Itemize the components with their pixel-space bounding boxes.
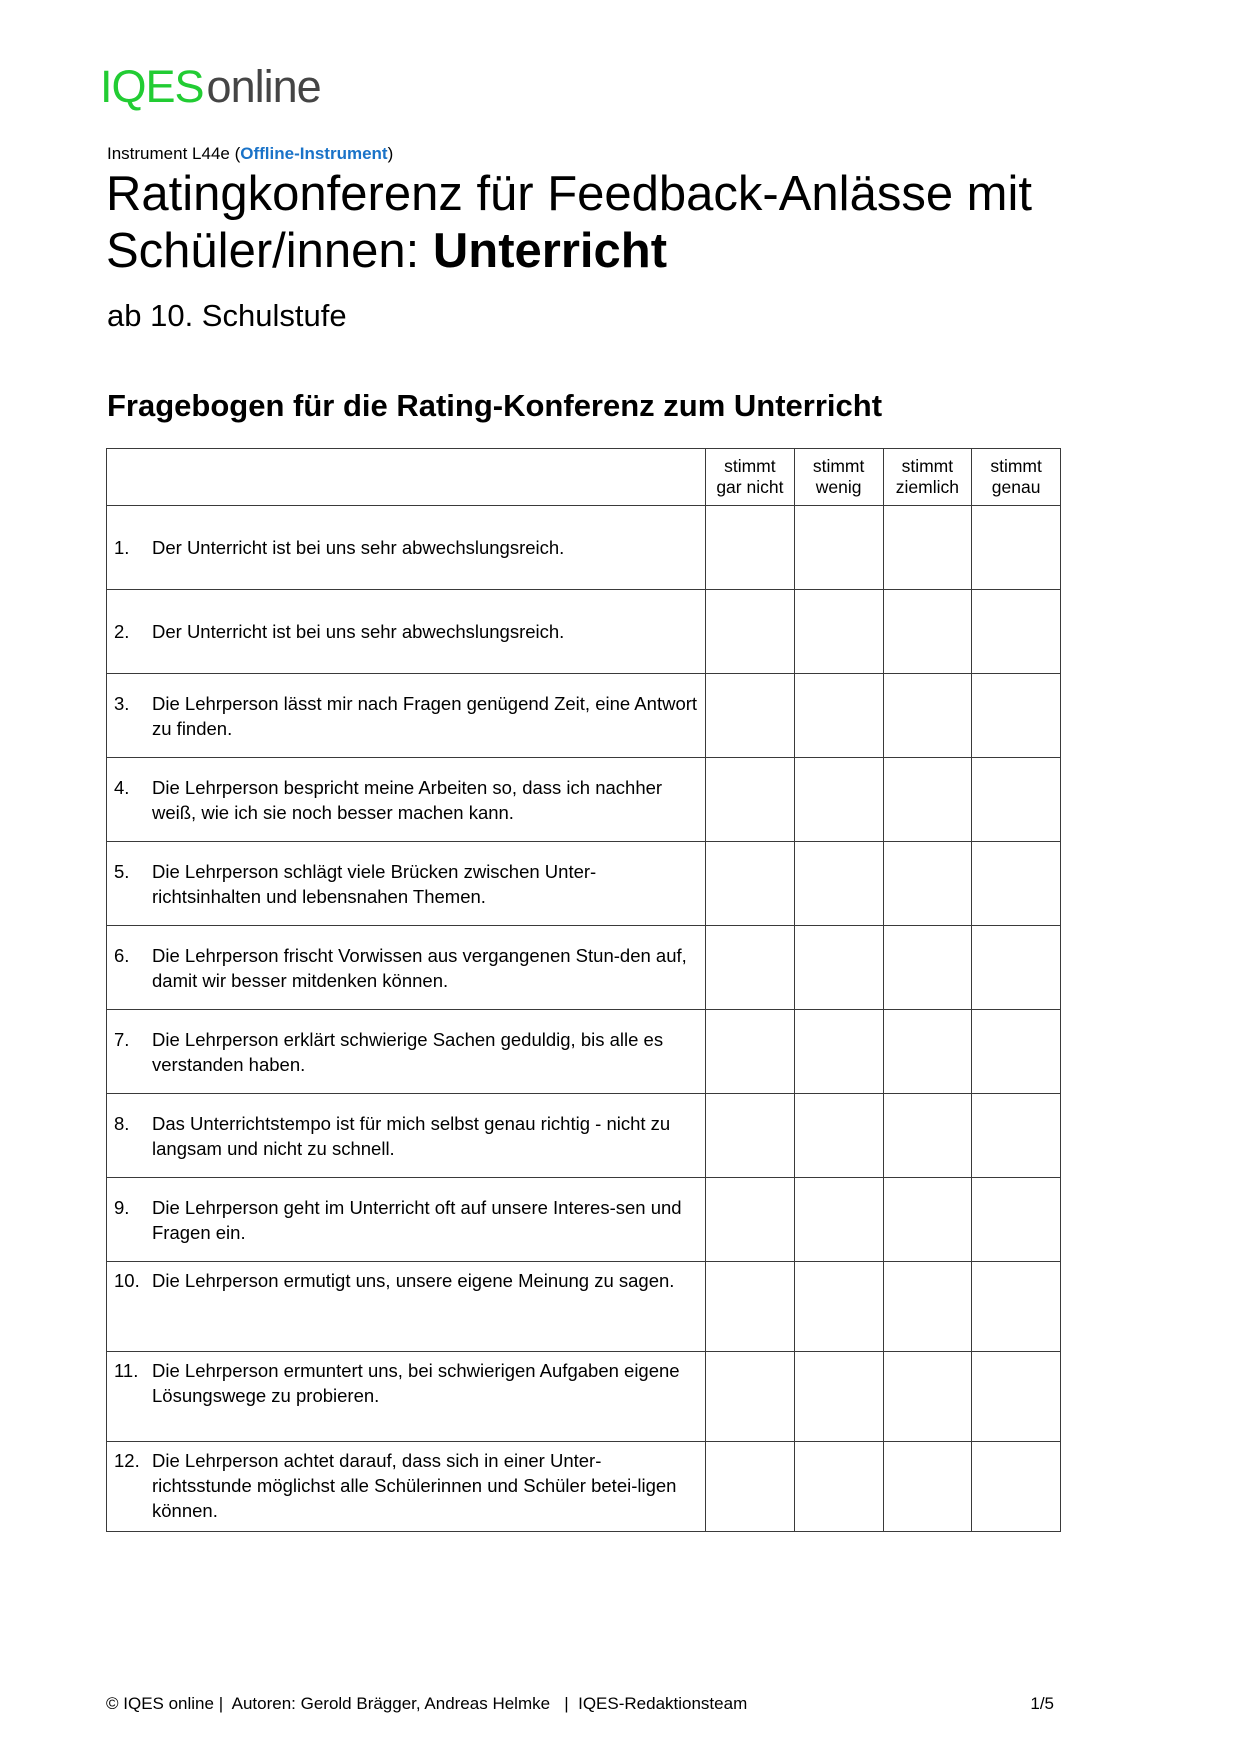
rating-cell-stimmt-gar-nicht[interactable]	[706, 1094, 795, 1178]
item-number: 1.	[114, 537, 130, 558]
rating-cell-stimmt-wenig[interactable]	[794, 1262, 883, 1352]
rating-cell-stimmt-gar-nicht[interactable]	[706, 590, 795, 674]
item-statement	[107, 1268, 705, 1293]
iqes-online-logo	[100, 62, 321, 112]
rating-cell-stimmt-genau[interactable]	[972, 926, 1061, 1010]
item-statement	[107, 1027, 705, 1077]
rating-cell-stimmt-ziemlich[interactable]	[883, 1178, 972, 1262]
item-text: Die Lehrperson bespricht meine Arbeiten so, dass ich nachher weiß, wie ich sie noch besser machen kann.	[152, 776, 663, 823]
page-footer	[106, 1694, 1054, 1714]
item-number: 8.	[114, 1112, 130, 1134]
item-statement	[107, 775, 705, 825]
footer-credits: © IQES online | Autoren: Gerold Brägger, Andreas Helmke | IQES-Redaktionsteam	[106, 1694, 748, 1713]
instrument-suffix: )	[387, 144, 394, 163]
item-number: 7.	[114, 1028, 130, 1050]
item-statement	[107, 943, 705, 993]
item-text: Die Lehrperson erklärt schwierige Sachen geduldig, bis alle es verstanden haben.	[152, 1028, 664, 1075]
header-line-2: ziemlich	[895, 477, 959, 497]
item-text: Die Lehrperson ermuntert uns, bei schwierigen Aufgaben eigene Lösungswege zu probieren.	[152, 1360, 680, 1406]
item-text: Die Lehrperson geht im Unterricht oft auf unsere Interes-sen und Fragen ein.	[152, 1196, 682, 1243]
rating-cell-stimmt-genau[interactable]	[972, 590, 1061, 674]
header-stimmt-genau	[972, 449, 1061, 506]
offline-instrument-link[interactable]: Offline-Instrument	[240, 144, 388, 163]
rating-cell-stimmt-genau[interactable]	[972, 1178, 1061, 1262]
item-text: Der Unterricht ist bei uns sehr abwechslungsreich.	[152, 537, 565, 558]
title-line-1: Ratingkonferenz für Feedback-Anlässe mit	[106, 167, 1032, 221]
header-line-1: stimmt	[812, 456, 865, 476]
item-cell	[107, 758, 706, 842]
table-row	[107, 758, 1061, 842]
item-cell	[107, 1178, 706, 1262]
rating-cell-stimmt-gar-nicht[interactable]	[706, 1010, 795, 1094]
table-row	[107, 506, 1061, 590]
item-statement	[107, 535, 705, 560]
header-line-2: gar nicht	[716, 477, 784, 497]
rating-cell-stimmt-ziemlich[interactable]	[883, 506, 972, 590]
rating-cell-stimmt-genau[interactable]	[972, 1094, 1061, 1178]
rating-cell-stimmt-genau[interactable]	[972, 1262, 1061, 1352]
table-row	[107, 842, 1061, 926]
item-number: 3.	[114, 692, 130, 714]
rating-cell-stimmt-gar-nicht[interactable]	[706, 758, 795, 842]
logo-brand: IQES	[100, 61, 204, 112]
table-header-row	[107, 449, 1061, 506]
section-heading: Fragebogen für die Rating-Konferenz zum Unterricht	[107, 388, 883, 423]
item-statement	[107, 619, 705, 644]
header-stimmt-wenig	[794, 449, 883, 506]
page-number: 1/5	[1030, 1694, 1054, 1713]
item-number: 2.	[114, 621, 130, 642]
rating-cell-stimmt-genau[interactable]	[972, 1010, 1061, 1094]
rating-cell-stimmt-ziemlich[interactable]	[883, 1010, 972, 1094]
rating-cell-stimmt-ziemlich[interactable]	[883, 674, 972, 758]
rating-cell-stimmt-wenig[interactable]	[794, 758, 883, 842]
item-number: 9.	[114, 1196, 130, 1218]
header-stimmt-ziemlich	[883, 449, 972, 506]
table-row	[107, 1094, 1061, 1178]
item-cell	[107, 926, 706, 1010]
header-stimmt-gar-nicht	[706, 449, 795, 506]
item-number: 11.	[114, 1360, 139, 1381]
rating-cell-stimmt-wenig[interactable]	[794, 1178, 883, 1262]
rating-cell-stimmt-wenig[interactable]	[794, 1094, 883, 1178]
rating-cell-stimmt-ziemlich[interactable]	[883, 1094, 972, 1178]
item-cell	[107, 1010, 706, 1094]
rating-cell-stimmt-wenig[interactable]	[794, 1352, 883, 1442]
item-statement	[107, 691, 705, 741]
rating-cell-stimmt-ziemlich[interactable]	[883, 926, 972, 1010]
item-number: 10.	[114, 1270, 140, 1291]
rating-cell-stimmt-wenig[interactable]	[794, 926, 883, 1010]
item-statement	[107, 1448, 705, 1523]
rating-cell-stimmt-ziemlich[interactable]	[883, 758, 972, 842]
instrument-prefix: Instrument L44e (	[107, 144, 241, 163]
item-number: 5.	[114, 860, 130, 882]
rating-cell-stimmt-wenig[interactable]	[794, 674, 883, 758]
rating-cell-stimmt-gar-nicht[interactable]	[706, 842, 795, 926]
item-number: 12.	[114, 1450, 140, 1471]
item-cell	[107, 506, 706, 590]
rating-cell-stimmt-gar-nicht[interactable]	[706, 1442, 795, 1532]
item-number: 4.	[114, 776, 130, 798]
page-title	[106, 166, 1032, 280]
item-text: Das Unterrichtstempo ist für mich selbst genau richtig - nicht zu langsam und nicht zu schnell.	[152, 1112, 671, 1159]
rating-cell-stimmt-gar-nicht[interactable]	[706, 1178, 795, 1262]
rating-cell-stimmt-wenig[interactable]	[794, 506, 883, 590]
header-item-column	[107, 449, 706, 506]
rating-cell-stimmt-genau[interactable]	[972, 674, 1061, 758]
rating-cell-stimmt-ziemlich[interactable]	[883, 590, 972, 674]
table-row	[107, 1178, 1061, 1262]
item-cell	[107, 1094, 706, 1178]
item-text: Die Lehrperson lässt mir nach Fragen genügend Zeit, eine Antwort zu finden.	[152, 692, 698, 739]
rating-cell-stimmt-ziemlich[interactable]	[883, 1352, 972, 1442]
rating-cell-stimmt-wenig[interactable]	[794, 1010, 883, 1094]
rating-cell-stimmt-genau[interactable]	[972, 506, 1061, 590]
item-text: Die Lehrperson achtet darauf, dass sich in einer Unter-richtsstunde möglichst alle Schülerinnen und Schüler betei-ligen können.	[152, 1450, 677, 1521]
item-cell	[107, 1352, 706, 1442]
rating-cell-stimmt-wenig[interactable]	[794, 842, 883, 926]
item-cell	[107, 1262, 706, 1352]
rating-cell-stimmt-gar-nicht[interactable]	[706, 926, 795, 1010]
item-statement	[107, 859, 705, 909]
table-row	[107, 1010, 1061, 1094]
title-line-2-regular: Schüler/innen:	[106, 224, 433, 278]
rating-cell-stimmt-wenig[interactable]	[794, 590, 883, 674]
rating-cell-stimmt-gar-nicht[interactable]	[706, 1262, 795, 1352]
item-cell	[107, 842, 706, 926]
table-row	[107, 1262, 1061, 1352]
item-text: Die Lehrperson schlägt viele Brücken zwischen Unter-richtsinhalten und lebensnahen Themen.	[152, 860, 597, 907]
item-number: 6.	[114, 944, 130, 966]
rating-cell-stimmt-genau[interactable]	[972, 842, 1061, 926]
item-text: Die Lehrperson ermutigt uns, unsere eigene Meinung zu sagen.	[152, 1270, 675, 1291]
item-cell	[107, 1442, 706, 1532]
page-subtitle: ab 10. Schulstufe	[107, 298, 347, 333]
rating-cell-stimmt-ziemlich[interactable]	[883, 1442, 972, 1532]
item-text: Die Lehrperson frischt Vorwissen aus vergangenen Stun-den auf, damit wir besser mitdenken können.	[152, 944, 687, 991]
item-cell	[107, 590, 706, 674]
rating-table	[106, 448, 1061, 1532]
table-row	[107, 674, 1061, 758]
header-line-1: stimmt	[901, 456, 954, 476]
header-line-1: stimmt	[990, 456, 1042, 476]
item-cell	[107, 674, 706, 758]
rating-cell-stimmt-genau[interactable]	[972, 1442, 1061, 1532]
rating-cell-stimmt-ziemlich[interactable]	[883, 842, 972, 926]
table-row	[107, 590, 1061, 674]
rating-cell-stimmt-wenig[interactable]	[794, 1442, 883, 1532]
rating-cell-stimmt-gar-nicht[interactable]	[706, 1352, 795, 1442]
instrument-line	[107, 144, 393, 164]
rating-cell-stimmt-genau[interactable]	[972, 1352, 1061, 1442]
rating-cell-stimmt-genau[interactable]	[972, 758, 1061, 842]
table-row	[107, 926, 1061, 1010]
rating-cell-stimmt-gar-nicht[interactable]	[706, 674, 795, 758]
header-line-2: genau	[991, 477, 1041, 497]
header-line-2: wenig	[815, 477, 862, 497]
rating-cell-stimmt-gar-nicht[interactable]	[706, 506, 795, 590]
logo-suffix: online	[206, 61, 321, 112]
rating-cell-stimmt-ziemlich[interactable]	[883, 1262, 972, 1352]
item-text: Der Unterricht ist bei uns sehr abwechslungsreich.	[152, 621, 565, 642]
item-statement	[107, 1358, 705, 1408]
title-line-2-bold: Unterricht	[432, 224, 668, 278]
item-statement	[107, 1195, 705, 1245]
table-row	[107, 1352, 1061, 1442]
header-line-1: stimmt	[724, 456, 776, 476]
item-statement	[107, 1111, 705, 1161]
table-row	[107, 1442, 1061, 1532]
